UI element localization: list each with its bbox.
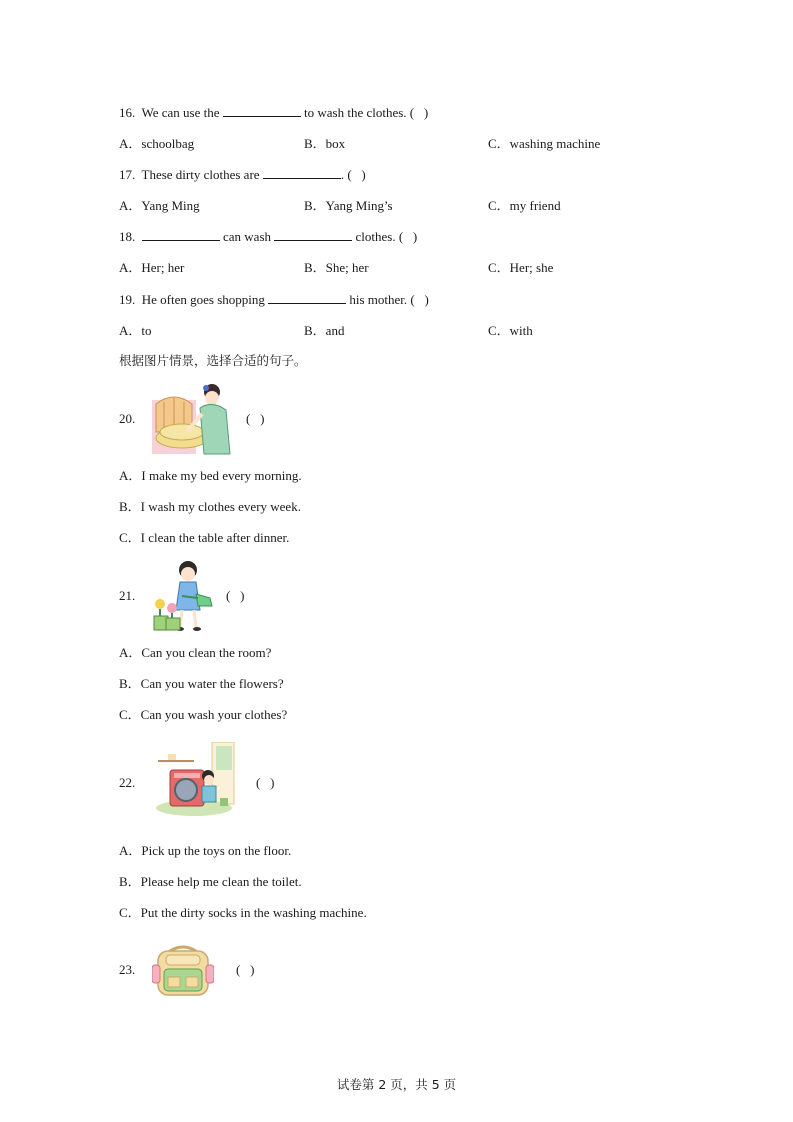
option-a[interactable]: A．Can you clean the room? bbox=[119, 645, 272, 660]
answer-paren[interactable]: ( ) bbox=[256, 775, 275, 790]
answer-blank[interactable] bbox=[263, 166, 341, 179]
option-c[interactable]: C．I clean the table after dinner. bbox=[119, 530, 290, 545]
question-number: 19. bbox=[119, 292, 136, 307]
option-a[interactable]: A．Yang Ming bbox=[119, 198, 200, 213]
section-instruction: 根据图片情景，选择合适的句子。 bbox=[119, 353, 307, 368]
option-b[interactable]: B．I wash my clothes every week. bbox=[119, 499, 301, 514]
option-a[interactable]: A．schoolbag bbox=[119, 136, 195, 151]
option-c[interactable]: C．my friend bbox=[488, 198, 561, 213]
option-b[interactable]: B．and bbox=[304, 323, 345, 338]
option-b[interactable]: B．box bbox=[304, 136, 346, 151]
making-bed-picture bbox=[152, 380, 236, 456]
question-22-number: 22. bbox=[119, 775, 136, 790]
question-text-post: his mother. ( ) bbox=[349, 292, 429, 307]
option-c[interactable]: C．with bbox=[488, 323, 533, 338]
option-a[interactable]: A．Her; her bbox=[119, 260, 185, 275]
question-21-number: 21. bbox=[119, 588, 136, 603]
question-text-post: clothes. ( ) bbox=[355, 229, 418, 244]
answer-paren[interactable]: ( ) bbox=[246, 411, 265, 426]
answer-paren[interactable]: ( ) bbox=[236, 962, 255, 977]
option-c[interactable]: C．Her; she bbox=[488, 260, 554, 275]
option-a[interactable]: A．Pick up the toys on the floor. bbox=[119, 843, 292, 858]
page-footer: 试卷第 2 页，共 5 页 bbox=[336, 1077, 457, 1092]
question-number: 17. bbox=[119, 167, 136, 182]
option-c[interactable]: C．washing machine bbox=[488, 136, 601, 151]
option-b[interactable]: B．Yang Ming’s bbox=[304, 198, 393, 213]
question-number: 18. bbox=[119, 229, 136, 244]
answer-blank[interactable] bbox=[268, 291, 346, 304]
answer-paren[interactable]: ( ) bbox=[226, 588, 245, 603]
answer-blank-2[interactable] bbox=[274, 228, 352, 241]
question-16 bbox=[119, 104, 428, 122]
option-b[interactable]: B．Can you water the flowers? bbox=[119, 676, 284, 691]
question-text-pre: These dirty clothes are bbox=[141, 167, 260, 182]
question-18 bbox=[119, 228, 417, 246]
option-c[interactable]: C．Can you wash your clothes? bbox=[119, 707, 288, 722]
question-23-number: 23. bbox=[119, 962, 136, 977]
answer-blank[interactable] bbox=[223, 104, 301, 117]
option-c[interactable]: C．Put the dirty socks in the washing machine. bbox=[119, 905, 367, 920]
question-number: 16. bbox=[119, 105, 136, 120]
washing-machine-picture bbox=[154, 742, 236, 818]
schoolbag-picture bbox=[152, 943, 214, 999]
question-text-pre: He often goes shopping bbox=[141, 292, 265, 307]
question-20-number: 20. bbox=[119, 411, 136, 426]
question-text-mid: can wash bbox=[223, 229, 272, 244]
question-19 bbox=[119, 291, 429, 309]
answer-blank-1[interactable] bbox=[142, 228, 220, 241]
option-b[interactable]: B．She; her bbox=[304, 260, 369, 275]
question-text-pre: We can use the bbox=[141, 105, 220, 120]
option-a[interactable]: A．I make my bed every morning. bbox=[119, 468, 302, 483]
option-b[interactable]: B．Please help me clean the toilet. bbox=[119, 874, 302, 889]
question-text-post: . ( ) bbox=[340, 167, 366, 182]
watering-flowers-picture bbox=[152, 560, 218, 632]
question-text-post: to wash the clothes. ( ) bbox=[304, 105, 429, 120]
option-a[interactable]: A．to bbox=[119, 323, 152, 338]
question-17 bbox=[119, 166, 366, 184]
